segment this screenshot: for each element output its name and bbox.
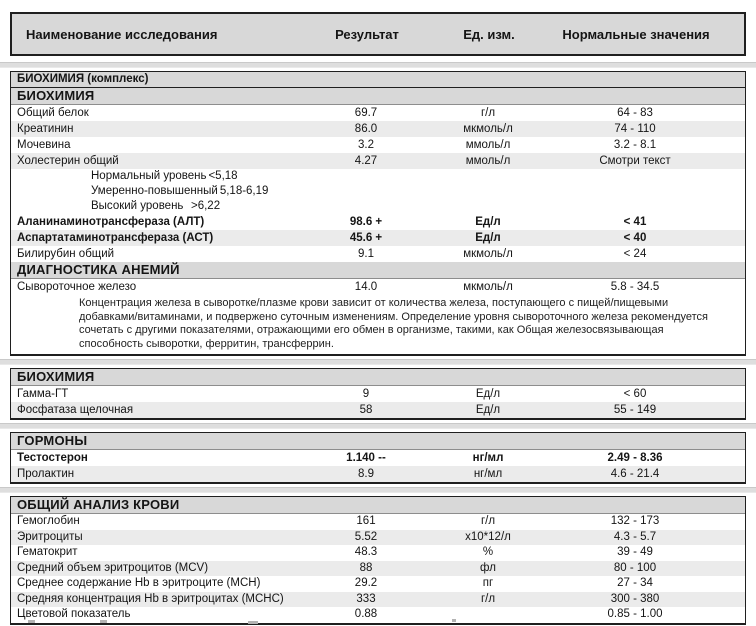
cholesterol-level-row — [11, 184, 745, 199]
level-label: Нормальный уровень — [91, 170, 207, 182]
test-name: Гематокрит — [17, 546, 78, 558]
test-result: 58 — [359, 404, 373, 416]
test-result: 333 — [356, 592, 376, 605]
column-header-normal: Нормальные значения — [562, 26, 710, 42]
test-name: Аланинаминотрансфераза (АЛТ) — [17, 216, 205, 228]
test-normal: 39 - 49 — [617, 546, 653, 558]
test-name: Средний объем эритроцитов (MCV) — [17, 561, 209, 574]
section-box-biochemistry-2 — [10, 368, 746, 420]
table-row — [11, 607, 745, 623]
test-name: Цветовой показатель — [17, 608, 131, 620]
test-result: 8.9 — [358, 468, 374, 480]
table-row — [11, 121, 745, 137]
test-normal: 80 - 100 — [613, 561, 657, 574]
test-result: 4.27 — [354, 155, 378, 167]
note-line: сочетать с другими показателями, отражающими его обмен в организме, такими, как Общая железосвязывающая — [79, 324, 664, 336]
table-row — [11, 450, 745, 466]
test-result: 86.0 — [354, 123, 378, 135]
table-row — [11, 279, 745, 295]
clipped-text-fragment — [248, 621, 258, 624]
test-name: Аспартатаминотрансфераза (АСТ) — [17, 232, 214, 244]
results-table-header — [10, 12, 746, 56]
test-name: Эритроциты — [17, 530, 83, 543]
test-normal: 27 - 34 — [617, 577, 653, 589]
iron-comment-note — [11, 295, 745, 354]
section-bar-biochemistry: БИОХИМИЯ — [11, 88, 745, 105]
cholesterol-level-row — [11, 199, 745, 214]
table-row — [11, 576, 745, 592]
table-row — [11, 514, 745, 530]
test-name: Сывороточное железо — [17, 281, 137, 293]
test-units: фл — [480, 561, 496, 574]
test-normal: 2.49 - 8.36 — [607, 452, 663, 464]
table-row — [11, 545, 745, 561]
test-normal: < 24 — [623, 248, 647, 260]
test-name: Гемоглобин — [17, 515, 80, 527]
clipped-text-fragment — [452, 619, 456, 622]
test-name: Общий белок — [17, 107, 89, 119]
test-name: Креатинин — [17, 123, 74, 135]
test-name: Билирубин общий — [17, 248, 115, 260]
level-label: Умеренно-повышенный — [91, 185, 218, 197]
table-row — [11, 246, 745, 262]
section-bar-biochem-complex: БИОХИМИЯ (комплекс) — [11, 72, 745, 88]
clipped-text-fragment — [100, 620, 107, 623]
test-result: 161 — [356, 515, 376, 527]
lab-report-page — [0, 12, 756, 626]
section-box-cbc — [10, 496, 746, 625]
clipped-text-fragment — [28, 620, 35, 623]
test-units: нг/мл — [472, 452, 504, 464]
table-row — [11, 592, 745, 608]
test-units: ммоль/л — [465, 139, 511, 151]
test-result: 3.2 — [358, 139, 374, 151]
note-line: добавками/витаминами, и подвержено суточным изменениям. Определение уровня сывороточного железа рекомендуется — [79, 310, 709, 323]
test-result: 98.6 + — [349, 216, 383, 228]
test-normal: < 41 — [623, 216, 647, 228]
test-result: 69.7 — [354, 107, 378, 119]
test-units: г/л — [480, 515, 496, 527]
test-normal: 4.3 - 5.7 — [613, 530, 657, 543]
section-box-biochemistry-complex — [10, 71, 746, 356]
cholesterol-level-row — [11, 169, 745, 184]
table-row — [11, 386, 745, 402]
test-normal: 64 - 83 — [617, 107, 653, 119]
test-result: 9.1 — [358, 248, 374, 260]
test-result: 48.3 — [354, 546, 378, 558]
test-units: ммоль/л — [465, 155, 511, 167]
test-name: Мочевина — [17, 139, 71, 151]
test-result: 0.88 — [354, 608, 378, 620]
column-header-units: Ед. изм. — [463, 26, 515, 42]
column-header-test-name: Наименование исследования — [26, 26, 218, 42]
test-normal: 132 - 173 — [610, 515, 660, 527]
test-units: Ед/л — [475, 388, 501, 400]
test-units: г/л — [480, 107, 496, 119]
test-result: 5.52 — [354, 530, 378, 543]
test-normal: 5.8 - 34.5 — [610, 281, 660, 293]
test-result: 88 — [359, 561, 373, 574]
table-row — [11, 214, 745, 230]
table-row — [11, 105, 745, 121]
test-units: % — [482, 546, 494, 558]
test-normal: < 40 — [623, 232, 647, 244]
test-units: пг — [482, 577, 494, 589]
test-name: Пролактин — [17, 468, 75, 480]
test-units: Ед/л — [475, 232, 501, 244]
test-normal: 3.2 - 8.1 — [613, 139, 657, 151]
section-separator — [0, 359, 756, 365]
test-name: Фосфатаза щелочная — [17, 404, 134, 416]
test-units: мкмоль/л — [463, 123, 513, 135]
test-normal: 300 - 380 — [610, 592, 660, 605]
test-normal: 0.85 - 1.00 — [607, 608, 663, 620]
test-units: нг/мл — [473, 468, 503, 480]
test-result: 45.6 + — [349, 232, 383, 244]
test-normal: 4.6 - 21.4 — [610, 468, 660, 480]
test-units: Ед/л — [475, 404, 501, 416]
table-row — [11, 561, 745, 577]
section-bar-hormones: ГОРМОНЫ — [11, 433, 745, 450]
section-separator — [0, 487, 756, 493]
test-units — [425, 607, 551, 623]
note-line: Концентрация железа в сыворотке/плазме крови зависит от количества железа, поступающего с пищей/пищевыми — [79, 297, 669, 309]
test-units: мкмоль/л — [463, 281, 513, 293]
test-normal: < 60 — [623, 388, 647, 400]
test-name: Гамма-ГТ — [17, 388, 69, 400]
table-row — [11, 402, 745, 418]
level-value: <5,18 — [208, 170, 238, 182]
test-name: Средняя концентрация Hb в эритроцитах (МСНС) — [17, 592, 284, 605]
test-result: 29.2 — [354, 577, 378, 589]
section-bar-cbc: ОБЩИЙ АНАЛИЗ КРОВИ — [11, 497, 745, 514]
test-result: 14.0 — [354, 281, 378, 293]
test-result: 9 — [362, 388, 370, 400]
test-normal: 74 - 110 — [614, 123, 656, 135]
test-units: Ед/л — [475, 216, 501, 228]
test-name: Среднее содержание Hb в эритроците (МСН) — [17, 577, 261, 589]
level-label: Высокий уровень — [91, 200, 184, 212]
level-value: 5,18-6,19 — [219, 185, 269, 197]
test-name: Тестостерон — [17, 452, 88, 464]
test-normal: 55 - 149 — [613, 404, 657, 416]
section-separator — [0, 423, 756, 429]
table-row — [11, 153, 745, 169]
note-line: способность сыворотки, ферритин, трансферрин. — [79, 337, 334, 350]
test-result: 1.140 -- — [346, 452, 386, 464]
level-value: >6,22 — [191, 200, 221, 212]
table-row — [11, 466, 745, 482]
test-units: г/л — [480, 592, 496, 605]
table-row — [11, 530, 745, 546]
table-row — [11, 230, 745, 246]
section-box-hormones — [10, 432, 746, 484]
test-name: Холестерин общий — [17, 155, 119, 167]
test-normal: Смотри текст — [599, 155, 671, 167]
test-units: мкмоль/л — [463, 248, 513, 260]
column-header-result: Результат — [335, 26, 399, 42]
table-row — [11, 137, 745, 153]
section-bar-anemia-diagnostics: ДИАГНОСТИКА АНЕМИЙ — [11, 262, 745, 279]
test-units: х10*12/л — [465, 530, 511, 543]
section-separator — [0, 62, 756, 68]
section-bar-biochemistry-2: БИОХИМИЯ — [11, 369, 745, 386]
